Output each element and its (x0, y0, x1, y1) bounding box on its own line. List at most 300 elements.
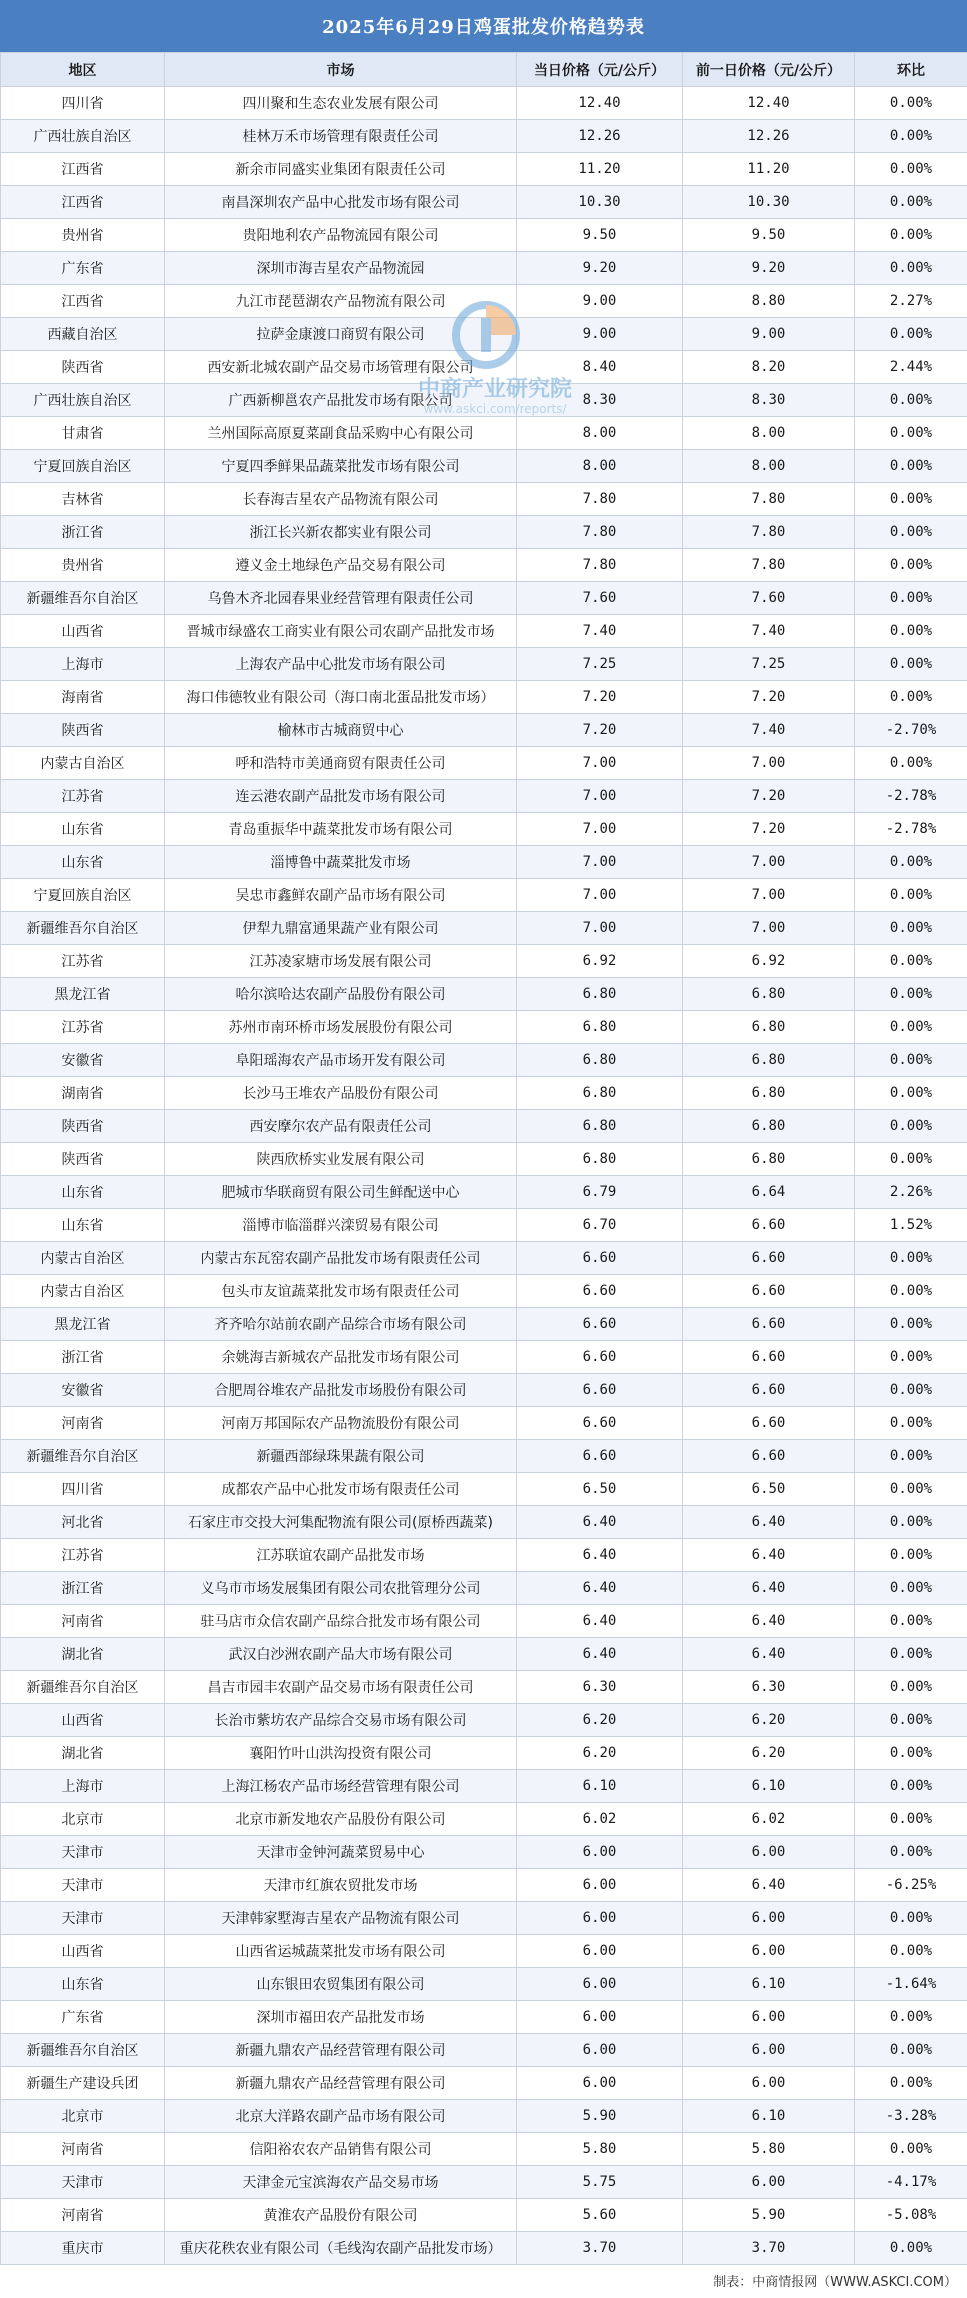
change-cell: 0.00% (855, 450, 967, 483)
prev-price-cell: 7.00 (683, 912, 855, 945)
region-cell: 河南省 (1, 2133, 165, 2166)
table-row (1, 2034, 967, 2067)
today-price-cell: 9.00 (517, 285, 683, 318)
market-cell: 长春海吉星农产品物流有限公司 (165, 483, 517, 516)
today-price-cell: 12.40 (517, 87, 683, 120)
prev-price-cell: 6.40 (683, 1605, 855, 1638)
change-cell: 0.00% (855, 1374, 967, 1407)
table-row (1, 2232, 967, 2265)
today-price-cell: 6.60 (517, 1242, 683, 1275)
today-price-cell: 7.20 (517, 681, 683, 714)
table-row (1, 582, 967, 615)
region-cell: 湖南省 (1, 1077, 165, 1110)
market-cell: 伊犁九鼎富通果蔬产业有限公司 (165, 912, 517, 945)
market-cell: 天津韩家墅海吉星农产品物流有限公司 (165, 1902, 517, 1935)
region-cell: 广西壮族自治区 (1, 120, 165, 153)
change-cell: 0.00% (855, 2067, 967, 2100)
table-row (1, 417, 967, 450)
region-cell: 山东省 (1, 1209, 165, 1242)
table-row (1, 1473, 967, 1506)
region-cell: 新疆维吾尔自治区 (1, 582, 165, 615)
table-row (1, 1440, 967, 1473)
market-cell: 西安摩尔农产品有限责任公司 (165, 1110, 517, 1143)
table-row (1, 1242, 967, 1275)
today-price-cell: 7.00 (517, 747, 683, 780)
market-cell: 北京市新发地农产品股份有限公司 (165, 1803, 517, 1836)
table-row (1, 2100, 967, 2133)
market-cell: 榆林市古城商贸中心 (165, 714, 517, 747)
change-cell: -5.08% (855, 2199, 967, 2232)
market-cell: 驻马店市众信农副产品综合批发市场有限公司 (165, 1605, 517, 1638)
prev-price-cell: 6.80 (683, 1077, 855, 1110)
today-price-cell: 6.40 (517, 1506, 683, 1539)
market-cell: 新余市同盛实业集团有限责任公司 (165, 153, 517, 186)
table-row (1, 1044, 967, 1077)
table-row (1, 1671, 967, 1704)
prev-price-cell: 5.90 (683, 2199, 855, 2232)
region-cell: 天津市 (1, 1902, 165, 1935)
prev-price-cell: 3.70 (683, 2232, 855, 2265)
today-price-cell: 6.70 (517, 1209, 683, 1242)
change-cell: 0.00% (855, 252, 967, 285)
prev-price-cell: 8.20 (683, 351, 855, 384)
today-price-cell: 3.70 (517, 2232, 683, 2265)
prev-price-cell: 6.02 (683, 1803, 855, 1836)
market-cell: 海口伟德牧业有限公司（海口南北蛋品批发市场） (165, 681, 517, 714)
region-cell: 河北省 (1, 1506, 165, 1539)
today-price-cell: 7.00 (517, 912, 683, 945)
region-cell: 江西省 (1, 285, 165, 318)
change-cell: 0.00% (855, 1473, 967, 1506)
prev-price-cell: 7.00 (683, 747, 855, 780)
table-row (1, 1968, 967, 2001)
change-cell: 0.00% (855, 747, 967, 780)
today-price-cell: 7.80 (517, 516, 683, 549)
table-row (1, 2067, 967, 2100)
region-cell: 黑龙江省 (1, 978, 165, 1011)
table-row (1, 1605, 967, 1638)
table-row (1, 1011, 967, 1044)
table-row (1, 978, 967, 1011)
market-cell: 石家庄市交投大河集配物流有限公司(原桥西蔬菜) (165, 1506, 517, 1539)
table-row (1, 219, 967, 252)
header-change: 环比 (855, 53, 967, 87)
table-row (1, 120, 967, 153)
change-cell: -2.78% (855, 813, 967, 846)
region-cell: 海南省 (1, 681, 165, 714)
prev-price-cell: 7.80 (683, 516, 855, 549)
prev-price-cell: 6.80 (683, 1044, 855, 1077)
region-cell: 甘肃省 (1, 417, 165, 450)
table-body (1, 87, 967, 2265)
prev-price-cell: 6.10 (683, 2100, 855, 2133)
prev-price-cell: 8.00 (683, 450, 855, 483)
prev-price-cell: 6.40 (683, 1506, 855, 1539)
table-row (1, 1737, 967, 1770)
table-row (1, 1902, 967, 1935)
table-row (1, 1407, 967, 1440)
today-price-cell: 9.00 (517, 318, 683, 351)
change-cell: 0.00% (855, 1737, 967, 1770)
region-cell: 浙江省 (1, 1572, 165, 1605)
market-cell: 西安新北城农副产品交易市场管理有限公司 (165, 351, 517, 384)
region-cell: 江西省 (1, 153, 165, 186)
prev-price-cell: 7.20 (683, 780, 855, 813)
today-price-cell: 7.00 (517, 813, 683, 846)
market-cell: 山东银田农贸集团有限公司 (165, 1968, 517, 2001)
today-price-cell: 6.20 (517, 1737, 683, 1770)
region-cell: 河南省 (1, 1407, 165, 1440)
market-cell: 宁夏四季鲜果品蔬菜批发市场有限公司 (165, 450, 517, 483)
table-row (1, 780, 967, 813)
market-cell: 合肥周谷堆农产品批发市场股份有限公司 (165, 1374, 517, 1407)
table-row (1, 747, 967, 780)
region-cell: 天津市 (1, 1869, 165, 1902)
region-cell: 山东省 (1, 1176, 165, 1209)
today-price-cell: 6.00 (517, 1836, 683, 1869)
market-cell: 新疆九鼎农产品经营管理有限公司 (165, 2034, 517, 2067)
today-price-cell: 6.20 (517, 1704, 683, 1737)
region-cell: 江苏省 (1, 1539, 165, 1572)
change-cell: 2.26% (855, 1176, 967, 1209)
prev-price-cell: 6.40 (683, 1869, 855, 1902)
region-cell: 江西省 (1, 186, 165, 219)
market-cell: 江苏凌家塘市场发展有限公司 (165, 945, 517, 978)
table-row (1, 1836, 967, 1869)
market-cell: 苏州市南环桥市场发展股份有限公司 (165, 1011, 517, 1044)
market-cell: 长沙马王堆农产品股份有限公司 (165, 1077, 517, 1110)
market-cell: 晋城市绿盛农工商实业有限公司农副产品批发市场 (165, 615, 517, 648)
table-row (1, 1803, 967, 1836)
region-cell: 陕西省 (1, 351, 165, 384)
prev-price-cell: 9.20 (683, 252, 855, 285)
prev-price-cell: 6.00 (683, 1902, 855, 1935)
region-cell: 上海市 (1, 1770, 165, 1803)
today-price-cell: 6.00 (517, 2067, 683, 2100)
prev-price-cell: 10.30 (683, 186, 855, 219)
prev-price-cell: 6.80 (683, 1011, 855, 1044)
change-cell: 0.00% (855, 87, 967, 120)
change-cell: -6.25% (855, 1869, 967, 1902)
region-cell: 北京市 (1, 1803, 165, 1836)
table-row (1, 1539, 967, 1572)
region-cell: 山东省 (1, 813, 165, 846)
market-cell: 长治市紫坊农产品综合交易市场有限公司 (165, 1704, 517, 1737)
today-price-cell: 6.60 (517, 1275, 683, 1308)
region-cell: 四川省 (1, 1473, 165, 1506)
table-row (1, 483, 967, 516)
market-cell: 江苏联谊农副产品批发市场 (165, 1539, 517, 1572)
region-cell: 西藏自治区 (1, 318, 165, 351)
region-cell: 山西省 (1, 1935, 165, 1968)
change-cell: 0.00% (855, 1077, 967, 1110)
change-cell: 0.00% (855, 2001, 967, 2034)
market-cell: 陕西欣桥实业发展有限公司 (165, 1143, 517, 1176)
prev-price-cell: 9.50 (683, 219, 855, 252)
region-cell: 吉林省 (1, 483, 165, 516)
today-price-cell: 6.00 (517, 2001, 683, 2034)
today-price-cell: 6.60 (517, 1341, 683, 1374)
today-price-cell: 6.40 (517, 1572, 683, 1605)
region-cell: 河南省 (1, 1605, 165, 1638)
region-cell: 山东省 (1, 1968, 165, 2001)
region-cell: 宁夏回族自治区 (1, 450, 165, 483)
today-price-cell: 7.25 (517, 648, 683, 681)
table-row (1, 153, 967, 186)
table-row (1, 186, 967, 219)
change-cell: 0.00% (855, 417, 967, 450)
today-price-cell: 5.90 (517, 2100, 683, 2133)
change-cell: 0.00% (855, 483, 967, 516)
region-cell: 宁夏回族自治区 (1, 879, 165, 912)
region-cell: 贵州省 (1, 219, 165, 252)
region-cell: 广西壮族自治区 (1, 384, 165, 417)
market-cell: 南昌深圳农产品中心批发市场有限公司 (165, 186, 517, 219)
table-row (1, 1077, 967, 1110)
change-cell: 0.00% (855, 681, 967, 714)
prev-price-cell: 12.40 (683, 87, 855, 120)
table-row (1, 318, 967, 351)
market-cell: 黄淮农产品股份有限公司 (165, 2199, 517, 2232)
today-price-cell: 6.00 (517, 1935, 683, 1968)
region-cell: 北京市 (1, 2100, 165, 2133)
table-row (1, 1110, 967, 1143)
today-price-cell: 9.50 (517, 219, 683, 252)
change-cell: 0.00% (855, 1506, 967, 1539)
table-row (1, 648, 967, 681)
today-price-cell: 12.26 (517, 120, 683, 153)
market-cell: 齐齐哈尔站前农副产品综合市场有限公司 (165, 1308, 517, 1341)
region-cell: 内蒙古自治区 (1, 1275, 165, 1308)
region-cell: 贵州省 (1, 549, 165, 582)
table-row (1, 87, 967, 120)
today-price-cell: 5.75 (517, 2166, 683, 2199)
market-cell: 天津金元宝滨海农产品交易市场 (165, 2166, 517, 2199)
region-cell: 新疆维吾尔自治区 (1, 2034, 165, 2067)
table-row (1, 1869, 967, 1902)
prev-price-cell: 6.00 (683, 2001, 855, 2034)
market-cell: 上海江杨农产品市场经营管理有限公司 (165, 1770, 517, 1803)
prev-price-cell: 6.30 (683, 1671, 855, 1704)
watermark-name: 中商产业研究院 (417, 377, 572, 402)
table-row (1, 1572, 967, 1605)
change-cell: 0.00% (855, 1044, 967, 1077)
region-cell: 黑龙江省 (1, 1308, 165, 1341)
prev-price-cell: 6.00 (683, 1836, 855, 1869)
today-price-cell: 6.92 (517, 945, 683, 978)
today-price-cell: 6.80 (517, 1077, 683, 1110)
today-price-cell: 6.50 (517, 1473, 683, 1506)
change-cell: 0.00% (855, 1011, 967, 1044)
market-cell: 遵义金土地绿色产品交易有限公司 (165, 549, 517, 582)
today-price-cell: 8.00 (517, 417, 683, 450)
today-price-cell: 7.00 (517, 780, 683, 813)
region-cell: 陕西省 (1, 714, 165, 747)
change-cell: -2.70% (855, 714, 967, 747)
table-row (1, 450, 967, 483)
market-cell: 吴忠市鑫鲜农副产品市场有限公司 (165, 879, 517, 912)
prev-price-cell: 6.40 (683, 1638, 855, 1671)
region-cell: 山东省 (1, 846, 165, 879)
prev-price-cell: 6.00 (683, 2034, 855, 2067)
market-cell: 武汉白沙洲农副产品大市场有限公司 (165, 1638, 517, 1671)
region-cell: 新疆生产建设兵团 (1, 2067, 165, 2100)
today-price-cell: 8.40 (517, 351, 683, 384)
change-cell: 0.00% (855, 2133, 967, 2166)
today-price-cell: 6.80 (517, 1011, 683, 1044)
change-cell: 0.00% (855, 219, 967, 252)
market-cell: 余姚海吉新城农产品批发市场有限公司 (165, 1341, 517, 1374)
change-cell: 0.00% (855, 582, 967, 615)
prev-price-cell: 7.20 (683, 681, 855, 714)
region-cell: 安徽省 (1, 1044, 165, 1077)
market-cell: 淄博市临淄群兴滦贸易有限公司 (165, 1209, 517, 1242)
market-cell: 浙江长兴新农都实业有限公司 (165, 516, 517, 549)
table-row (1, 252, 967, 285)
region-cell: 广东省 (1, 252, 165, 285)
today-price-cell: 6.80 (517, 1143, 683, 1176)
region-cell: 四川省 (1, 87, 165, 120)
change-cell: 0.00% (855, 1572, 967, 1605)
table-row (1, 2133, 967, 2166)
today-price-cell: 6.00 (517, 1902, 683, 1935)
table-row (1, 384, 967, 417)
change-cell: 0.00% (855, 615, 967, 648)
today-price-cell: 6.00 (517, 1968, 683, 2001)
market-cell: 九江市琵琶湖农产品物流有限公司 (165, 285, 517, 318)
today-price-cell: 6.60 (517, 1440, 683, 1473)
today-price-cell: 5.60 (517, 2199, 683, 2232)
prev-price-cell: 7.25 (683, 648, 855, 681)
table-row (1, 681, 967, 714)
change-cell: 0.00% (855, 1308, 967, 1341)
change-cell: 0.00% (855, 120, 967, 153)
prev-price-cell: 6.60 (683, 1407, 855, 1440)
change-cell: 0.00% (855, 648, 967, 681)
table-row (1, 1506, 967, 1539)
market-cell: 阜阳瑶海农产品市场开发有限公司 (165, 1044, 517, 1077)
market-cell: 桂林万禾市场管理有限责任公司 (165, 120, 517, 153)
region-cell: 湖北省 (1, 1638, 165, 1671)
prev-price-cell: 6.50 (683, 1473, 855, 1506)
market-cell: 贵阳地利农产品物流园有限公司 (165, 219, 517, 252)
prev-price-cell: 7.00 (683, 846, 855, 879)
prev-price-cell: 6.40 (683, 1539, 855, 1572)
prev-price-cell: 6.00 (683, 1935, 855, 1968)
region-cell: 重庆市 (1, 2232, 165, 2265)
change-cell: 0.00% (855, 1440, 967, 1473)
today-price-cell: 6.60 (517, 1308, 683, 1341)
prev-price-cell: 6.60 (683, 1341, 855, 1374)
today-price-cell: 7.40 (517, 615, 683, 648)
region-cell: 江苏省 (1, 945, 165, 978)
today-price-cell: 7.00 (517, 879, 683, 912)
market-cell: 河南万邦国际农产品物流股份有限公司 (165, 1407, 517, 1440)
today-price-cell: 6.10 (517, 1770, 683, 1803)
market-cell: 重庆花秩农业有限公司（毛线沟农副产品批发市场） (165, 2232, 517, 2265)
change-cell: -2.78% (855, 780, 967, 813)
table-row (1, 1770, 967, 1803)
market-cell: 成都农产品中心批发市场有限责任公司 (165, 1473, 517, 1506)
table-row (1, 2166, 967, 2199)
table-row (1, 1308, 967, 1341)
market-cell: 新疆九鼎农产品经营管理有限公司 (165, 2067, 517, 2100)
table-row (1, 285, 967, 318)
table-row (1, 1275, 967, 1308)
change-cell: 0.00% (855, 1143, 967, 1176)
prev-price-cell: 6.20 (683, 1704, 855, 1737)
change-cell: 0.00% (855, 1638, 967, 1671)
change-cell: 2.44% (855, 351, 967, 384)
region-cell: 陕西省 (1, 1110, 165, 1143)
region-cell: 新疆维吾尔自治区 (1, 1440, 165, 1473)
prev-price-cell: 6.60 (683, 1374, 855, 1407)
market-cell: 义乌市市场发展集团有限公司农批管理分公司 (165, 1572, 517, 1605)
change-cell: 0.00% (855, 318, 967, 351)
prev-price-cell: 6.80 (683, 978, 855, 1011)
change-cell: 0.00% (855, 945, 967, 978)
today-price-cell: 6.79 (517, 1176, 683, 1209)
table-row (1, 945, 967, 978)
prev-price-cell: 7.40 (683, 615, 855, 648)
market-cell: 连云港农副产品批发市场有限公司 (165, 780, 517, 813)
egg-price-table (0, 52, 967, 2265)
table-row (1, 846, 967, 879)
prev-price-cell: 5.80 (683, 2133, 855, 2166)
prev-price-cell: 6.10 (683, 1770, 855, 1803)
change-cell: 0.00% (855, 1902, 967, 1935)
market-cell: 包头市友谊蔬菜批发市场有限责任公司 (165, 1275, 517, 1308)
region-cell: 浙江省 (1, 516, 165, 549)
change-cell: 0.00% (855, 978, 967, 1011)
prev-price-cell: 6.60 (683, 1308, 855, 1341)
change-cell: 1.52% (855, 1209, 967, 1242)
today-price-cell: 10.30 (517, 186, 683, 219)
today-price-cell: 7.60 (517, 582, 683, 615)
region-cell: 天津市 (1, 1836, 165, 1869)
change-cell: 0.00% (855, 1110, 967, 1143)
today-price-cell: 6.60 (517, 1407, 683, 1440)
region-cell: 广东省 (1, 2001, 165, 2034)
market-cell: 上海农产品中心批发市场有限公司 (165, 648, 517, 681)
change-cell: 0.00% (855, 846, 967, 879)
table-row (1, 1341, 967, 1374)
market-cell: 青岛重振华中蔬菜批发市场有限公司 (165, 813, 517, 846)
table-row (1, 1638, 967, 1671)
prev-price-cell: 6.00 (683, 2166, 855, 2199)
change-cell: 0.00% (855, 2034, 967, 2067)
prev-price-cell: 6.10 (683, 1968, 855, 2001)
region-cell: 安徽省 (1, 1374, 165, 1407)
market-cell: 哈尔滨哈达农副产品股份有限公司 (165, 978, 517, 1011)
region-cell: 山西省 (1, 615, 165, 648)
region-cell: 内蒙古自治区 (1, 1242, 165, 1275)
market-cell: 深圳市海吉星农产品物流园 (165, 252, 517, 285)
market-cell: 深圳市福田农产品批发市场 (165, 2001, 517, 2034)
table-row (1, 351, 967, 384)
today-price-cell: 6.00 (517, 2034, 683, 2067)
prev-price-cell: 6.40 (683, 1572, 855, 1605)
table-header-row (1, 53, 967, 87)
change-cell: 0.00% (855, 1341, 967, 1374)
today-price-cell: 8.30 (517, 384, 683, 417)
table-row (1, 615, 967, 648)
change-cell: 0.00% (855, 1539, 967, 1572)
market-cell: 呼和浩特市美通商贸有限责任公司 (165, 747, 517, 780)
table-row (1, 1209, 967, 1242)
today-price-cell: 7.80 (517, 483, 683, 516)
table-row (1, 549, 967, 582)
